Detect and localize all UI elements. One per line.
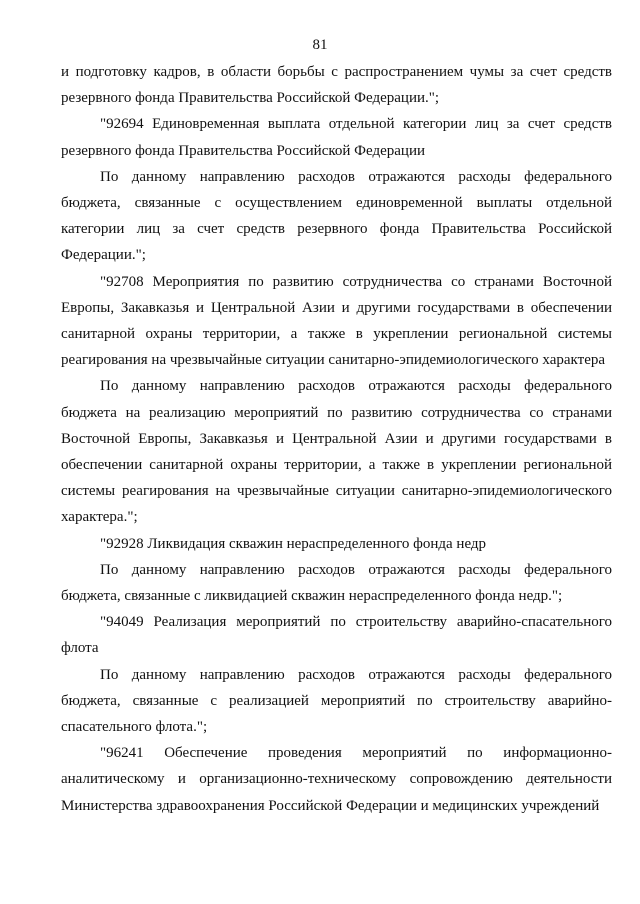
document-body: [61, 59, 612, 819]
paragraph-4: "92708 Мероприятия по развитию сотрудничества со странами Восточной Европы, Закавказья и Центральной Азии и другими государствами в обеспечении санитарной охраны территории, а также в укреплении региональной системы реагирования на чрезвычайные ситуации санитарно-эпидемиологического характера: [61, 273, 612, 369]
paragraph-8: "94049 Реализация мероприятий по строительству аварийно-спасательного флота: [61, 614, 612, 657]
paragraph-5: По данному направлению расходов отражаются расходы федерального бюджета на реализацию мероприятий по развитию сотрудничества со странами Восточной Европы, Закавказья и Центральной Азии и другими государствами в обеспечении санитарной охраны территории, а также в укреплении региональной системы реагирования на чрезвычайные ситуации санитарно-эпидемиологического характера.";: [61, 378, 612, 526]
paragraph-9: По данному направлению расходов отражаются расходы федерального бюджета, связанные с реализацией мероприятий по строительству аварийно-спасательного флота.";: [61, 666, 612, 736]
paragraph-2: "92694 Единовременная выплата отдельной категории лиц за счет средств резервного фонда Правительства Российской Федерации: [61, 116, 612, 159]
paragraph-3: По данному направлению расходов отражаются расходы федерального бюджета, связанные с осуществлением единовременной выплаты отдельной категории лиц за счет средств резервного фонда Правительства Российской Федерации.";: [61, 168, 612, 264]
paragraph-6: "92928 Ликвидация скважин нераспределенного фонда недр: [100, 535, 487, 552]
paragraph-7: По данному направлению расходов отражаются расходы федерального бюджета, связанные с ликвидацией скважин нераспределенного фонда недр.";: [61, 561, 612, 605]
page-number: 81: [312, 37, 328, 53]
paragraph-10: "96241 Обеспечение проведения мероприятий по информационно-аналитическому и организационно-техническому сопровождению деятельности Министерства здравоохранения Российской Федерации и медицинских учреждений: [61, 745, 612, 814]
paragraph-1: и подготовку кадров, в области борьбы с распространением чумы за счет средств резервного фонда Правительства Российской Федерации.";: [61, 64, 612, 107]
